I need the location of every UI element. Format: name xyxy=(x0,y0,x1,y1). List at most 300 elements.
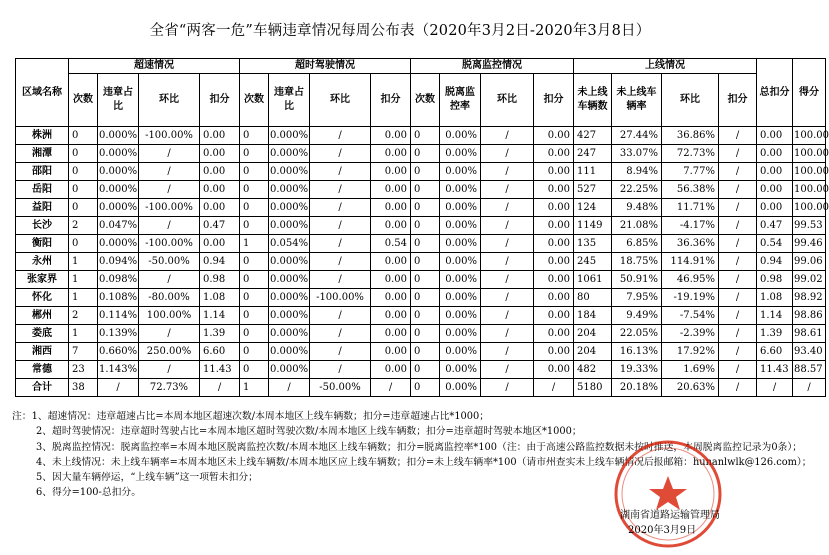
cell-ot-d: 0.00 xyxy=(371,325,411,343)
cell-on-d: / xyxy=(719,253,757,271)
cell-sp-n: 1 xyxy=(69,253,98,271)
cell-sp-r: 0.000% xyxy=(98,235,139,253)
cell-score: 98.92 xyxy=(793,289,826,307)
cell-of-n: 0 xyxy=(411,127,440,145)
cell-ot-n: 0 xyxy=(240,325,269,343)
cell-of-c: / xyxy=(481,235,534,253)
cell-of-r: 0.00% xyxy=(440,289,481,307)
note-line: 2、超时驾驶情况：违章超时驾驶占比=本周本地区超时驾驶次数/本周本地区上线车辆数；扣分=违章超时驾驶本地区*1000； xyxy=(36,426,582,438)
cell-on-n: 482 xyxy=(574,361,612,379)
cell-ot-d: 0.00 xyxy=(371,199,411,217)
cell-sp-r: 0.114% xyxy=(98,307,139,325)
cell-sp-c: / xyxy=(139,217,200,235)
cell-of-n: 0 xyxy=(411,199,440,217)
cell-ot-d: 0.00 xyxy=(371,307,411,325)
cell-sp-c: -100.00% xyxy=(139,235,200,253)
cell-sp-d: 0.00 xyxy=(200,181,240,199)
cell-score: 98.86 xyxy=(793,307,826,325)
col-header: 扣分 xyxy=(719,74,757,127)
cell-ot-n: 0 xyxy=(240,289,269,307)
cell-on-r: 16.13% xyxy=(612,343,662,361)
issue-date: 2020年3月9日 xyxy=(628,525,697,536)
cell-on-r: 22.25% xyxy=(612,181,662,199)
cell-on-c: 36.36% xyxy=(662,235,719,253)
cell-ot-d: 0.00 xyxy=(371,361,411,379)
cell-on-c: 72.73% xyxy=(662,145,719,163)
cell-on-r: 20.18% xyxy=(612,379,662,397)
cell-ot-n: 0 xyxy=(240,181,269,199)
table-row xyxy=(16,127,826,145)
cell-of-d: 0.00 xyxy=(534,235,574,253)
cell-ot-d: 0.00 xyxy=(371,163,411,181)
region-cell: 常德 xyxy=(16,361,69,379)
cell-on-d: / xyxy=(719,325,757,343)
cell-ot-d: 0.00 xyxy=(371,127,411,145)
cell-ot-n: 0 xyxy=(240,343,269,361)
cell-sp-r: 0.000% xyxy=(98,127,139,145)
cell-on-r: 21.08% xyxy=(612,217,662,235)
cell-ot-r: 0.000% xyxy=(269,325,310,343)
cell-total: / xyxy=(757,379,793,397)
total-row xyxy=(16,379,826,397)
cell-on-d: / xyxy=(719,127,757,145)
cell-of-d: / xyxy=(534,379,574,397)
cell-total: 1.14 xyxy=(757,307,793,325)
cell-score: 99.06 xyxy=(793,253,826,271)
cell-of-r: 0.00% xyxy=(440,325,481,343)
speed-group-header: 超速情况 xyxy=(69,59,240,74)
header-row-groups xyxy=(16,59,826,74)
cell-ot-r: / xyxy=(269,379,310,397)
col-header: 扣分 xyxy=(200,74,240,127)
cell-of-c: / xyxy=(481,181,534,199)
cell-sp-d: 6.60 xyxy=(200,343,240,361)
cell-of-d: 0.00 xyxy=(534,163,574,181)
cell-of-d: 0.00 xyxy=(534,361,574,379)
cell-on-n: 204 xyxy=(574,325,612,343)
cell-sp-n: 1 xyxy=(69,289,98,307)
region-cell: 湘西 xyxy=(16,343,69,361)
cell-of-n: 0 xyxy=(411,379,440,397)
cell-ot-n: 0 xyxy=(240,199,269,217)
cell-of-r: 0.00% xyxy=(440,181,481,199)
cell-score: 100.00 xyxy=(793,145,826,163)
col-header: 扣分 xyxy=(371,74,411,127)
cell-of-c: / xyxy=(481,253,534,271)
overtime-group-header: 超时驾驶情况 xyxy=(240,59,411,74)
table-row xyxy=(16,271,826,289)
cell-on-n: 247 xyxy=(574,145,612,163)
cell-on-n: 1061 xyxy=(574,271,612,289)
table-row xyxy=(16,145,826,163)
cell-sp-n: 2 xyxy=(69,307,98,325)
note-line: 3、脱离监控情况：脱离监控率=本周本地区脱离监控次数/本周本地区上线车辆数；扣分=脱离监控率*100（注：由于高速公路监控数据未按时推送，本周脱离监控记录为0条）； xyxy=(36,441,803,453)
page-title: 全省“两客一危”车辆违章情况每周公布表（2020年3月2日-2020年3月8日） xyxy=(149,23,651,39)
cell-score: / xyxy=(793,379,826,397)
cell-of-r: 0.00% xyxy=(440,163,481,181)
cell-on-d: / xyxy=(719,145,757,163)
cell-sp-c: / xyxy=(139,325,200,343)
cell-on-r: 22.05% xyxy=(612,325,662,343)
cell-ot-n: 0 xyxy=(240,163,269,181)
cell-on-c: 20.63% xyxy=(662,379,719,397)
cell-sp-r: 0.047% xyxy=(98,217,139,235)
cell-ot-n: 0 xyxy=(240,307,269,325)
cell-sp-c: 72.73% xyxy=(139,379,200,397)
cell-ot-c: / xyxy=(310,127,371,145)
cell-of-d: 0.00 xyxy=(534,271,574,289)
cell-ot-r: 0.000% xyxy=(269,343,310,361)
cell-score: 100.00 xyxy=(793,181,826,199)
col-header: 扣分 xyxy=(534,74,574,127)
cell-ot-c: / xyxy=(310,325,371,343)
cell-sp-c: / xyxy=(139,145,200,163)
region-cell: 怀化 xyxy=(16,289,69,307)
region-cell: 衡阳 xyxy=(16,235,69,253)
cell-on-c: 46.95% xyxy=(662,271,719,289)
cell-sp-r: 0.000% xyxy=(98,181,139,199)
cell-total: 6.60 xyxy=(757,343,793,361)
cell-score: 98.61 xyxy=(793,325,826,343)
col-header: 次数 xyxy=(411,74,440,127)
cell-of-n: 0 xyxy=(411,163,440,181)
cell-on-n: 1149 xyxy=(574,217,612,235)
cell-on-r: 9.49% xyxy=(612,307,662,325)
cell-on-c: 36.86% xyxy=(662,127,719,145)
cell-of-d: 0.00 xyxy=(534,145,574,163)
cell-ot-d: / xyxy=(371,379,411,397)
cell-sp-d: 1.14 xyxy=(200,307,240,325)
cell-ot-d: 0.00 xyxy=(371,289,411,307)
cell-of-c: / xyxy=(481,289,534,307)
cell-ot-n: 0 xyxy=(240,253,269,271)
cell-of-c: / xyxy=(481,217,534,235)
region-cell: 长沙 xyxy=(16,217,69,235)
cell-on-r: 9.48% xyxy=(612,199,662,217)
cell-ot-n: 0 xyxy=(240,145,269,163)
violation-table xyxy=(15,58,829,397)
cell-on-n: 5180 xyxy=(574,379,612,397)
cell-score: 100.00 xyxy=(793,199,826,217)
table-row xyxy=(16,163,826,181)
cell-on-r: 50.91% xyxy=(612,271,662,289)
cell-ot-c: / xyxy=(310,199,371,217)
cell-ot-r: 0.000% xyxy=(269,361,310,379)
cell-ot-r: 0.000% xyxy=(269,217,310,235)
cell-of-c: / xyxy=(481,379,534,397)
col-header: 环比 xyxy=(662,74,719,127)
cell-of-d: 0.00 xyxy=(534,289,574,307)
cell-score: 99.53 xyxy=(793,217,826,235)
region-cell: 娄底 xyxy=(16,325,69,343)
cell-of-n: 0 xyxy=(411,145,440,163)
cell-of-c: / xyxy=(481,271,534,289)
cell-of-r: 0.00% xyxy=(440,361,481,379)
cell-score: 100.00 xyxy=(793,163,826,181)
cell-on-n: 204 xyxy=(574,343,612,361)
cell-sp-c: 250.00% xyxy=(139,343,200,361)
table-row xyxy=(16,253,826,271)
col-header: 未上线车辆率 xyxy=(612,74,662,127)
region-cell: 湘潭 xyxy=(16,145,69,163)
region-cell: 合计 xyxy=(16,379,69,397)
cell-on-d: / xyxy=(719,235,757,253)
table-row xyxy=(16,361,826,379)
cell-of-n: 0 xyxy=(411,217,440,235)
cell-sp-n: 0 xyxy=(69,163,98,181)
cell-on-r: 8.94% xyxy=(612,163,662,181)
cell-sp-d: 0.00 xyxy=(200,163,240,181)
cell-ot-c: / xyxy=(310,145,371,163)
cell-sp-n: 0 xyxy=(69,181,98,199)
cell-ot-r: 0.000% xyxy=(269,253,310,271)
cell-on-n: 111 xyxy=(574,163,612,181)
cell-total: 0.94 xyxy=(757,253,793,271)
header-row-columns xyxy=(16,74,826,127)
cell-of-r: 0.00% xyxy=(440,235,481,253)
cell-sp-r: 0.098% xyxy=(98,271,139,289)
cell-sp-d: 0.00 xyxy=(200,127,240,145)
cell-on-c: 1.69% xyxy=(662,361,719,379)
cell-sp-c: 100.00% xyxy=(139,307,200,325)
col-header: 次数 xyxy=(69,74,98,127)
table-row xyxy=(16,307,826,325)
cell-sp-n: 2 xyxy=(69,217,98,235)
cell-ot-d: 0.00 xyxy=(371,217,411,235)
region-cell: 永州 xyxy=(16,253,69,271)
cell-on-n: 427 xyxy=(574,127,612,145)
cell-of-d: 0.00 xyxy=(534,127,574,145)
cell-ot-n: 1 xyxy=(240,235,269,253)
total-deduct-header: 总扣分 xyxy=(757,59,793,127)
cell-sp-c: -100.00% xyxy=(139,127,200,145)
cell-on-r: 18.75% xyxy=(612,253,662,271)
cell-sp-n: 7 xyxy=(69,343,98,361)
cell-on-d: / xyxy=(719,307,757,325)
cell-of-d: 0.00 xyxy=(534,253,574,271)
table-row xyxy=(16,343,826,361)
cell-sp-c: / xyxy=(139,163,200,181)
cell-ot-c: / xyxy=(310,361,371,379)
cell-on-d: / xyxy=(719,379,757,397)
cell-sp-d: 0.00 xyxy=(200,199,240,217)
col-header: 违章占比 xyxy=(269,74,310,127)
cell-on-d: / xyxy=(719,343,757,361)
cell-score: 99.02 xyxy=(793,271,826,289)
cell-of-d: 0.00 xyxy=(534,181,574,199)
cell-sp-d: 0.00 xyxy=(200,145,240,163)
cell-score: 99.46 xyxy=(793,235,826,253)
cell-ot-c: / xyxy=(310,307,371,325)
cell-ot-r: 0.000% xyxy=(269,163,310,181)
col-header: 环比 xyxy=(139,74,200,127)
cell-ot-r: 0.000% xyxy=(269,145,310,163)
note-line: 注：1、超速情况：违章超速占比=本周本地区超速次数/本周本地区上线车辆数；扣分=违章超速占比*1000； xyxy=(12,411,490,422)
cell-total: 0.00 xyxy=(757,163,793,181)
cell-of-c: / xyxy=(481,343,534,361)
cell-sp-r: 0.000% xyxy=(98,199,139,217)
cell-of-c: / xyxy=(481,307,534,325)
cell-sp-n: 0 xyxy=(69,235,98,253)
cell-ot-c: / xyxy=(310,253,371,271)
cell-sp-r: 0.660% xyxy=(98,343,139,361)
col-header: 次数 xyxy=(240,74,269,127)
cell-total: 0.00 xyxy=(757,145,793,163)
cell-ot-c: -100.00% xyxy=(310,289,371,307)
cell-sp-d: 1.39 xyxy=(200,325,240,343)
cell-sp-d: 0.94 xyxy=(200,253,240,271)
cell-total: 0.98 xyxy=(757,271,793,289)
cell-total: 0.00 xyxy=(757,181,793,199)
cell-on-c: -2.39% xyxy=(662,325,719,343)
cell-sp-c: -100.00% xyxy=(139,199,200,217)
cell-ot-d: 0.00 xyxy=(371,181,411,199)
cell-of-c: / xyxy=(481,199,534,217)
cell-of-n: 0 xyxy=(411,325,440,343)
cell-of-n: 0 xyxy=(411,307,440,325)
cell-of-n: 0 xyxy=(411,181,440,199)
cell-of-d: 0.00 xyxy=(534,217,574,235)
region-header: 区域名称 xyxy=(16,59,69,127)
cell-sp-d: 1.08 xyxy=(200,289,240,307)
cell-sp-d: 11.43 xyxy=(200,361,240,379)
cell-on-c: -4.17% xyxy=(662,217,719,235)
cell-sp-r: / xyxy=(98,379,139,397)
cell-sp-d: 0.47 xyxy=(200,217,240,235)
cell-on-c: 114.91% xyxy=(662,253,719,271)
cell-ot-r: 0.000% xyxy=(269,289,310,307)
cell-total: 0.54 xyxy=(757,235,793,253)
cell-sp-d: 0.00 xyxy=(200,235,240,253)
cell-sp-d: 0.98 xyxy=(200,271,240,289)
region-cell: 邵阳 xyxy=(16,163,69,181)
cell-sp-r: 0.108% xyxy=(98,289,139,307)
region-cell: 张家界 xyxy=(16,271,69,289)
cell-of-r: 0.00% xyxy=(440,307,481,325)
table-row xyxy=(16,325,826,343)
cell-sp-c: / xyxy=(139,361,200,379)
cell-ot-n: 0 xyxy=(240,217,269,235)
cell-on-d: / xyxy=(719,361,757,379)
cell-of-r: 0.00% xyxy=(440,343,481,361)
table-row xyxy=(16,217,826,235)
region-cell: 郴州 xyxy=(16,307,69,325)
cell-total: 0.00 xyxy=(757,199,793,217)
cell-sp-n: 0 xyxy=(69,127,98,145)
cell-sp-r: 0.000% xyxy=(98,163,139,181)
cell-of-d: 0.00 xyxy=(534,307,574,325)
cell-on-r: 27.44% xyxy=(612,127,662,145)
cell-ot-n: 0 xyxy=(240,361,269,379)
cell-on-n: 80 xyxy=(574,289,612,307)
cell-on-n: 184 xyxy=(574,307,612,325)
cell-ot-r: 0.000% xyxy=(269,127,310,145)
cell-on-r: 33.07% xyxy=(612,145,662,163)
cell-of-c: / xyxy=(481,325,534,343)
cell-ot-c: / xyxy=(310,181,371,199)
issuer-name: 湖南省道路运输管理局 xyxy=(620,510,720,521)
cell-sp-r: 0.094% xyxy=(98,253,139,271)
cell-of-r: 0.00% xyxy=(440,217,481,235)
cell-ot-d: 0.00 xyxy=(371,271,411,289)
cell-score: 100.00 xyxy=(793,127,826,145)
col-header: 违章占比 xyxy=(98,74,139,127)
region-cell: 益阳 xyxy=(16,199,69,217)
cell-sp-n: 38 xyxy=(69,379,98,397)
cell-of-c: / xyxy=(481,145,534,163)
cell-total: 1.08 xyxy=(757,289,793,307)
region-cell: 岳阳 xyxy=(16,181,69,199)
cell-of-r: 0.00% xyxy=(440,271,481,289)
note-line: 5、因大量车辆停运，“上线车辆”这一项暂未扣分； xyxy=(36,472,258,484)
cell-ot-c: / xyxy=(310,163,371,181)
cell-of-r: 0.00% xyxy=(440,253,481,271)
cell-of-n: 0 xyxy=(411,361,440,379)
cell-of-r: 0.00% xyxy=(440,145,481,163)
cell-ot-n: 0 xyxy=(240,271,269,289)
cell-of-c: / xyxy=(481,361,534,379)
cell-ot-n: 0 xyxy=(240,127,269,145)
cell-sp-r: 0.000% xyxy=(98,145,139,163)
cell-sp-c: -80.00% xyxy=(139,289,200,307)
cell-ot-c: / xyxy=(310,217,371,235)
cell-total: 0.47 xyxy=(757,217,793,235)
cell-on-c: 17.92% xyxy=(662,343,719,361)
cell-on-d: / xyxy=(719,199,757,217)
cell-ot-r: 0.000% xyxy=(269,271,310,289)
table-row xyxy=(16,235,826,253)
table-row xyxy=(16,181,826,199)
cell-total: 1.39 xyxy=(757,325,793,343)
col-header: 脱离监控率 xyxy=(440,74,481,127)
cell-of-d: 0.00 xyxy=(534,199,574,217)
cell-on-r: 6.85% xyxy=(612,235,662,253)
cell-of-d: 0.00 xyxy=(534,325,574,343)
cell-of-n: 0 xyxy=(411,253,440,271)
cell-ot-c: / xyxy=(310,271,371,289)
cell-on-d: / xyxy=(719,289,757,307)
cell-score: 93.40 xyxy=(793,343,826,361)
cell-on-d: / xyxy=(719,217,757,235)
cell-ot-r: 0.000% xyxy=(269,181,310,199)
cell-ot-d: 0.00 xyxy=(371,253,411,271)
score-header: 得分 xyxy=(793,59,826,127)
cell-of-r: 0.00% xyxy=(440,379,481,397)
note-line: 6、得分=100-总扣分。 xyxy=(36,487,142,499)
cell-of-c: / xyxy=(481,163,534,181)
offline-group-header: 脱离监控情况 xyxy=(411,59,574,74)
cell-ot-c: / xyxy=(310,343,371,361)
cell-on-n: 245 xyxy=(574,253,612,271)
cell-sp-n: 0 xyxy=(69,199,98,217)
cell-total: 11.43 xyxy=(757,361,793,379)
cell-ot-c: -50.00% xyxy=(310,379,371,397)
region-cell: 株洲 xyxy=(16,127,69,145)
cell-sp-c: / xyxy=(139,181,200,199)
cell-score: 88.57 xyxy=(793,361,826,379)
col-header: 环比 xyxy=(481,74,534,127)
col-header: 未上线车辆数 xyxy=(574,74,612,127)
cell-on-d: / xyxy=(719,163,757,181)
cell-of-n: 0 xyxy=(411,271,440,289)
cell-of-r: 0.00% xyxy=(440,127,481,145)
table-row xyxy=(16,199,826,217)
cell-on-n: 135 xyxy=(574,235,612,253)
cell-of-d: 0.00 xyxy=(534,343,574,361)
cell-sp-d: / xyxy=(200,379,240,397)
cell-sp-n: 23 xyxy=(69,361,98,379)
cell-sp-c: -50.00% xyxy=(139,253,200,271)
